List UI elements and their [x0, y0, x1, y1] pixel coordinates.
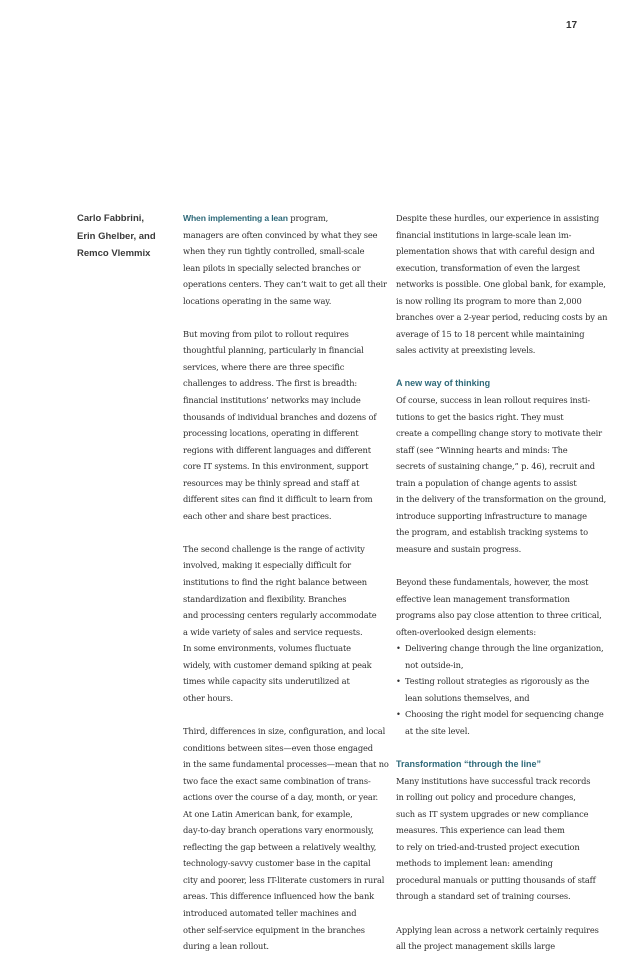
text-line: day-to-day branch operations vary enormously,: [183, 825, 374, 836]
text-line: Third, differences in size, configuration, and local: [183, 725, 386, 736]
text-line: [183, 210, 395, 227]
bullet-marker: •: [396, 676, 401, 687]
text-line: [396, 690, 600, 707]
text-line: At one Latin American bank, for example,: [183, 808, 353, 819]
text-line: city and poorer, less IT-literate customers in rural: [183, 874, 385, 885]
text-line: average of 15 to 18 percent while maintaining: [396, 328, 585, 339]
text-fragment: Choosing the right model for sequencing change: [405, 709, 604, 720]
paragraph: [396, 773, 600, 905]
text-line: other hours.: [183, 692, 233, 703]
paragraph: [183, 541, 395, 706]
text-line: measures. This experience can lead them: [396, 825, 565, 836]
bullet-marker: •: [396, 643, 401, 654]
text-line: different sites can find it difficult to learn from: [183, 494, 373, 505]
text-fragment: at the site level.: [405, 725, 470, 736]
lead-in: When implementing a lean: [183, 213, 288, 223]
text-line: [396, 657, 600, 674]
text-fragment: program,: [287, 213, 329, 223]
text-line: [396, 723, 600, 740]
text-line: measure and sustain progress.: [396, 543, 522, 554]
paragraph: [183, 227, 395, 310]
bullet-list: [396, 640, 604, 739]
text-line: all the project management skills large: [396, 941, 555, 952]
text-line: technology-savvy customer base in the capital: [183, 858, 371, 869]
section-heading: A new way of thinking: [396, 378, 491, 389]
text-line: The second challenge is the range of activity: [183, 543, 365, 554]
text-line: involved, making it especially difficult for: [183, 560, 352, 571]
text-line: and processing centers regularly accommodate: [183, 610, 377, 621]
text-line: other self-service equipment in the branches: [183, 924, 365, 935]
text-line: is now rolling its program to more than 2,000: [396, 295, 582, 306]
text-line: thousands of individual branches and dozens of: [183, 411, 377, 422]
text-line: networks is possible. One global bank, for example,: [396, 279, 606, 290]
text-line: challenges to address. The first is breadth:: [183, 378, 358, 389]
text-fragment: not outside-in,: [405, 659, 464, 670]
text-line: areas. This difference influenced how the bank: [183, 891, 375, 902]
text-fragment: Delivering change through the line organization,: [405, 643, 604, 654]
text-line: processing locations, operating in different: [183, 428, 359, 439]
text-line: [396, 673, 600, 690]
text-line: two face the exact same combination of trans-: [183, 775, 371, 786]
text-line: Applying lean across a network certainly requires: [396, 924, 599, 935]
text-fragment: lean solutions themselves, and: [405, 692, 530, 703]
text-line: In some environments, volumes fluctuate: [183, 643, 351, 654]
paragraph: [183, 723, 395, 955]
text-line: such as IT system upgrades or new compliance: [396, 808, 589, 819]
text-line: staff (see “Winning hearts and minds: The: [396, 444, 568, 455]
text-line: to rely on tried-and-trusted project execution: [396, 841, 580, 852]
bullet-item: [396, 706, 604, 739]
text-line: core IT systems. In this environment, support: [183, 461, 369, 472]
text-line: widely, with customer demand spiking at peak: [183, 659, 372, 670]
text-line: the program, and establish tracking systems to: [396, 527, 588, 538]
text-line: [396, 706, 604, 723]
text-line: sales activity at preexisting levels.: [396, 345, 536, 356]
text-line: methods to implement lean: amending: [396, 858, 553, 869]
text-line: train a population of change agents to assist: [396, 477, 577, 488]
text-line: services, where there are three specific: [183, 361, 345, 372]
text-line: in the same fundamental processes—mean that no: [183, 759, 389, 770]
bullet-item: [396, 640, 604, 673]
body-column-left: [183, 210, 395, 955]
paragraph: [183, 326, 395, 525]
text-line: programs also pay close attention to three critical,: [396, 610, 602, 621]
text-line: Many institutions have successful track records: [396, 775, 591, 786]
text-line: locations operating in the same way.: [183, 295, 332, 306]
text-line: in rolling out policy and procedure changes,: [396, 792, 576, 803]
text-line: operations centers. They can’t wait to get all their: [183, 279, 387, 290]
text-line: [396, 640, 604, 657]
text-line: Despite these hurdles, our experience in assisting: [396, 213, 600, 223]
text-line: branches over a 2-year period, reducing costs by an: [396, 312, 608, 323]
text-line: actions over the course of a day, month, or year.: [183, 792, 379, 803]
text-line: Beyond these fundamentals, however, the most: [396, 577, 589, 588]
text-line: Of course, success in lean rollout requires insti-: [396, 395, 591, 406]
page-number: 17: [566, 20, 578, 31]
text-line: introduce supporting infrastructure to manage: [396, 510, 587, 521]
paragraph: [396, 392, 607, 557]
text-line: conditions between sites—even those engaged: [183, 742, 373, 753]
text-line: thoughtful planning, particularly in financial: [183, 345, 364, 356]
text-line: a wide variety of sales and service requests.: [183, 626, 363, 637]
text-line: often-overlooked design elements:: [396, 626, 537, 637]
body-column-right: [396, 210, 608, 955]
text-line: regions with different languages and different: [183, 444, 371, 455]
author-line: Remco Vlemmix: [77, 248, 151, 259]
text-line: each other and share best practices.: [183, 510, 332, 521]
paragraph: [396, 574, 600, 640]
text-line: secrets of sustaining change,” p. 46), recruit and: [396, 461, 595, 472]
text-line: times while capacity sits underutilized at: [183, 676, 350, 687]
text-line: tutions to get the basics right. They must: [396, 411, 564, 422]
text-line: during a lean rollout.: [183, 941, 269, 952]
text-line: resources may be thinly spread and staff at: [183, 477, 360, 488]
paragraph: [396, 210, 608, 359]
text-line: introduced automated teller machines and: [183, 907, 357, 918]
text-line: institutions to find the right balance between: [183, 577, 367, 588]
text-line: financial institutions in large-scale lean im-: [396, 229, 572, 240]
text-line: through a standard set of training courses.: [396, 891, 571, 902]
author-byline: [77, 210, 177, 263]
text-line: in the delivery of the transformation on the ground,: [396, 494, 607, 505]
bullet-item: [396, 673, 600, 706]
text-line: procedural manuals or putting thousands of staff: [396, 874, 596, 885]
text-line: execution, transformation of even the largest: [396, 262, 580, 273]
text-line: standardization and flexibility. Branches: [183, 593, 347, 604]
text-fragment: Testing rollout strategies as rigorously as the: [405, 676, 590, 687]
text-line: reflecting the gap between a relatively wealthy,: [183, 841, 377, 852]
text-line: managers are often convinced by what they see: [183, 229, 378, 240]
text-line: lean pilots in specially selected branches or: [183, 262, 361, 273]
text-line: effective lean management transformation: [396, 593, 570, 604]
author-line: Erin Ghelber, and: [77, 230, 156, 242]
text-line: create a compelling change story to motivate their: [396, 428, 602, 439]
author-line: Carlo Fabbrini,: [77, 213, 145, 224]
text-line: plementation shows that with careful design and: [396, 246, 595, 257]
text-line: financial institutions’ networks may include: [183, 395, 361, 406]
text-line: But moving from pilot to rollout requires: [183, 328, 349, 339]
text-line: when they run tightly controlled, small-scale: [183, 246, 365, 257]
bullet-marker: •: [396, 709, 401, 720]
section-heading: Transformation “through the line”: [396, 759, 542, 770]
paragraph: [396, 922, 600, 955]
